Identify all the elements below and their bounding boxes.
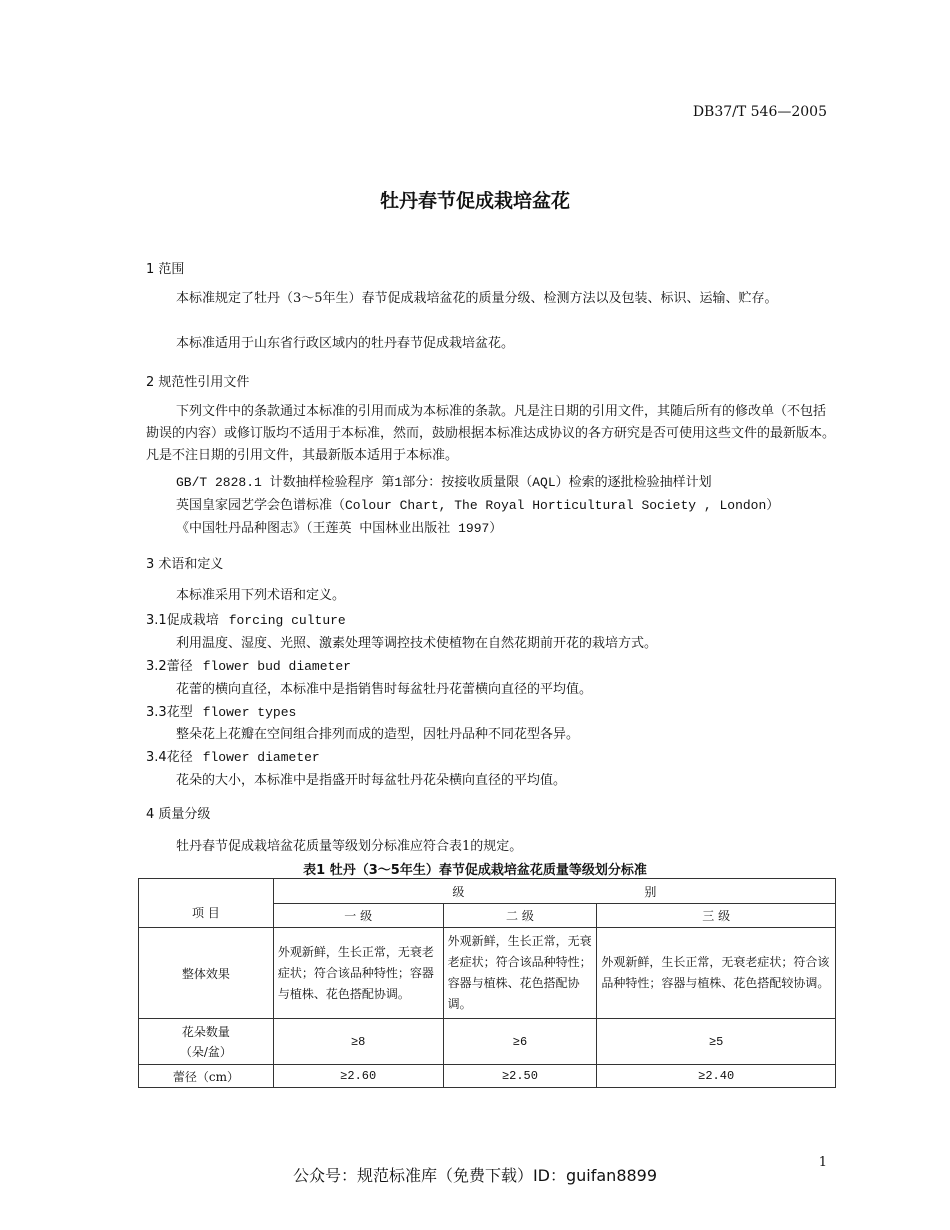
term-definition: 整朵花上花瓣在空间组合排列而成的造型，因牡丹品种不同花型各异。 xyxy=(176,727,580,742)
table-caption: 表1 牡丹（3～5年生）春节促成栽培盆花质量等级划分标准 xyxy=(303,863,647,878)
reference-item: 英国皇家园艺学会色谱标准（Colour Chart, The Royal Horticultural Society , London） xyxy=(176,498,780,513)
grade-3-cell: 外观新鲜，生长正常，无衰老症状；符合该品种特性；容器与植株、花色搭配较协调。 xyxy=(597,928,836,1019)
grade-2-cell: 外观新鲜，生长正常，无衰老症状；符合该品种特性；容器与植株、花色搭配协调。 xyxy=(443,928,597,1019)
standard-code: DB37/T 546—2005 xyxy=(692,104,827,120)
watermark-footer: 公众号：规范标准库（免费下载）ID：guifan8899 xyxy=(292,1166,658,1185)
grade-1-cell: ≥2.60 xyxy=(273,1065,443,1088)
grade-2-header: 二 级 xyxy=(443,904,597,928)
section-1-paragraph-2: 本标准适用于山东省行政区域内的牡丹春节促成栽培盆花。 xyxy=(176,336,515,351)
term-definition: 利用温度、湿度、光照、激素处理等调控技术使植物在自然花期前开花的栽培方式。 xyxy=(176,636,658,651)
grade-3-cell: ≥2.40 xyxy=(597,1065,836,1088)
term-heading: 3.2蕾径 flower bud diameter xyxy=(146,659,351,674)
section-3-heading: 3 术语和定义 xyxy=(146,557,224,572)
table-header-row xyxy=(139,879,836,904)
item-header-cell: 项 目 xyxy=(139,879,274,928)
term-heading: 3.4花径 flower diameter xyxy=(146,750,320,765)
table-row xyxy=(139,1019,836,1065)
table-row xyxy=(139,1065,836,1088)
reference-item: GB/T 2828.1 计数抽样检验程序 第1部分：按接收质量限（AQL）检索的逐批检验抽样计划 xyxy=(176,475,712,490)
grade-2-cell: ≥2.50 xyxy=(443,1065,597,1088)
row-item-cell: 花朵数量 （朵/盆） xyxy=(139,1019,274,1065)
section-2-heading: 2 规范性引用文件 xyxy=(146,375,250,390)
document-title: 牡丹春节促成栽培盆花 xyxy=(379,190,570,212)
page-number: 1 xyxy=(818,1155,827,1170)
reference-item: 《中国牡丹品种图志》（王莲英 中国林业出版社 1997） xyxy=(176,521,503,536)
section-2-paragraph-1: 下列文件中的条款通过本标准的引用而成为本标准的条款。凡是注日期的引用文件，其随后所有的修改单（不包括勘误的内容）或修订版均不适用于本标准，然而，鼓励根据本标准达成协议的各方研究是否可使用这些文件的最新版本。凡是不注日期的引用文件，其最新版本适用于本标准。 xyxy=(146,404,836,463)
grade-1-header: 一 级 xyxy=(273,904,443,928)
grade-2-cell: ≥6 xyxy=(443,1019,597,1065)
section-4-heading: 4 质量分级 xyxy=(146,807,211,822)
table-row xyxy=(139,928,836,1019)
row-item-cell: 整体效果 xyxy=(139,928,274,1019)
term-definition: 花朵的大小，本标准中是指盛开时每盆牡丹花朵横向直径的平均值。 xyxy=(176,773,567,788)
grade-header-cell: 级 别 xyxy=(273,879,835,904)
grade-3-cell: ≥5 xyxy=(597,1019,836,1065)
section-4-paragraph: 牡丹春节促成栽培盆花质量等级划分标准应符合表1的规定。 xyxy=(176,839,523,854)
grade-1-cell: ≥8 xyxy=(273,1019,443,1065)
row-item-cell: 蕾径（cm） xyxy=(139,1065,274,1088)
term-definition: 花蕾的横向直径，本标准中是指销售时每盆牡丹花蕾横向直径的平均值。 xyxy=(176,682,593,697)
grade-1-cell: 外观新鲜，生长正常，无衰老症状；符合该品种特性；容器与植株、花色搭配协调。 xyxy=(273,928,443,1019)
quality-grade-table xyxy=(138,878,836,1088)
term-heading: 3.1促成栽培 forcing culture xyxy=(146,613,346,628)
grade-3-header: 三 级 xyxy=(597,904,836,928)
term-heading: 3.3花型 flower types xyxy=(146,705,297,720)
section-3-intro: 本标准采用下列术语和定义。 xyxy=(176,588,346,603)
section-1-heading: 1 范围 xyxy=(146,262,185,277)
section-1-paragraph-1: 本标准规定了牡丹（3～5年生）春节促成栽培盆花的质量分级、检测方法以及包装、标识、运输、贮存。 xyxy=(176,291,778,306)
